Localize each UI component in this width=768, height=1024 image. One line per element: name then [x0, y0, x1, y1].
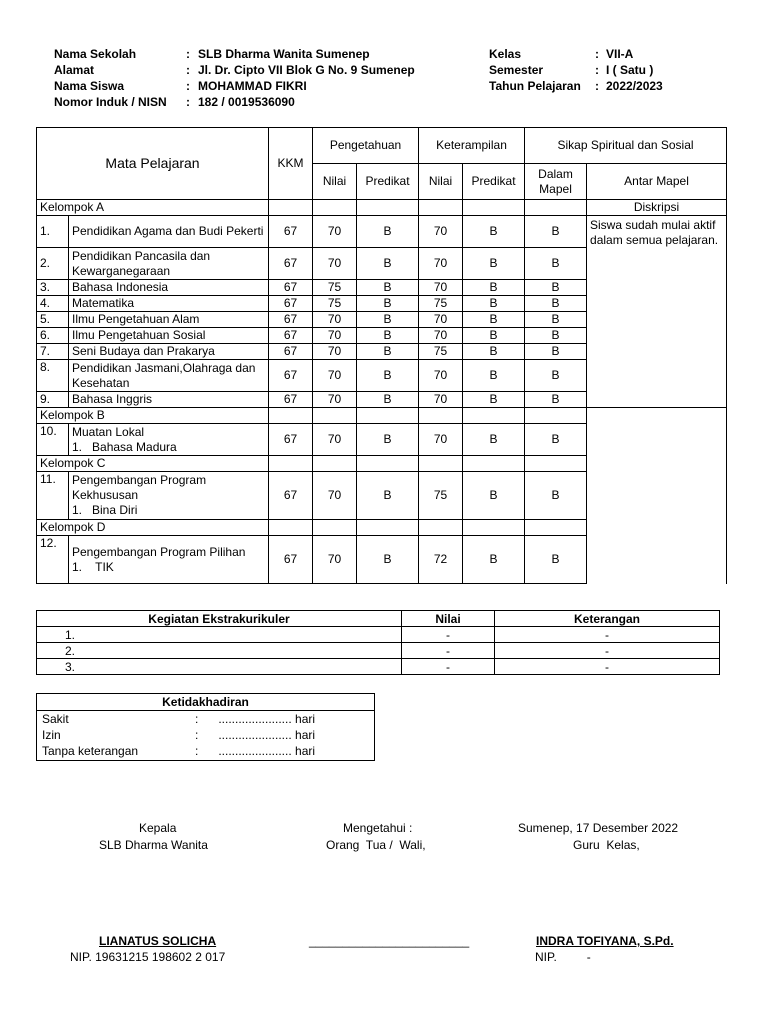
knowledge-predicate: B — [357, 536, 419, 584]
header-skills-predicate: Predikat — [463, 164, 525, 200]
subject-name: Pendidikan Pancasila dan Kewarganegaraan — [69, 248, 269, 280]
knowledge-score: 75 — [313, 280, 357, 296]
header-label-student: Nama Siswa — [54, 79, 125, 93]
group-label-c: Kelompok C — [37, 456, 269, 472]
attitude-in-subject: B — [525, 536, 587, 584]
subject-name-main: Pengembangan Program Pilihan — [72, 544, 246, 559]
header-skills-score: Nilai — [419, 164, 463, 200]
header-label-year: Tahun Pelajaran — [489, 79, 581, 93]
header-label-address: Alamat — [54, 63, 95, 77]
skills-score: 70 — [419, 392, 463, 408]
row-number: 9. — [37, 392, 69, 408]
row-number: 4. — [37, 296, 69, 312]
skills-predicate: B — [463, 328, 525, 344]
kkm-value: 67 — [269, 344, 313, 360]
kkm-value: 67 — [269, 328, 313, 344]
skills-score: 70 — [419, 280, 463, 296]
subject-name-main: Pengembangan Program Kekhususan — [72, 473, 207, 502]
extra-header-score: Nilai — [402, 611, 495, 627]
header-value-school: SLB Dharma Wanita Sumenep — [198, 47, 370, 61]
header-value-year: 2022/2023 — [606, 79, 663, 93]
subject-name: Pendidikan Agama dan Budi Pekerti — [69, 216, 269, 248]
knowledge-predicate: B — [357, 424, 419, 456]
knowledge-predicate: B — [357, 312, 419, 328]
skills-score: 70 — [419, 424, 463, 456]
subject-name: Ilmu Pengetahuan Sosial — [69, 328, 269, 344]
subject-name — [69, 472, 269, 520]
header-subject: Mata Pelajaran — [37, 128, 269, 200]
skills-predicate: B — [463, 312, 525, 328]
row-number: 11. — [37, 472, 69, 520]
absence-value-permit: : ...................... hari — [195, 728, 316, 742]
group-label-b: Kelompok B — [37, 408, 269, 424]
header-colon: : — [186, 63, 190, 77]
skills-score: 70 — [419, 248, 463, 280]
group-label-a: Kelompok A — [37, 200, 269, 216]
kkm-value: 67 — [269, 280, 313, 296]
skills-predicate: B — [463, 472, 525, 520]
subject-name-sub: 1. TIK — [72, 559, 114, 574]
parent-title: Mengetahui : — [343, 821, 413, 835]
row-number: 10. — [37, 424, 69, 456]
header-value-address: Jl. Dr. Cipto VII Blok G No. 9 Sumenep — [198, 63, 415, 77]
parent-subtitle: Orang Tua / Wali, — [326, 838, 426, 852]
teacher-nip: NIP. - — [535, 950, 591, 964]
header-knowledge-score: Nilai — [313, 164, 357, 200]
extra-row-number: 2. — [37, 643, 402, 659]
attitude-in-subject: B — [525, 296, 587, 312]
extra-score: - — [402, 643, 495, 659]
skills-predicate: B — [463, 344, 525, 360]
knowledge-score: 75 — [313, 296, 357, 312]
knowledge-predicate: B — [357, 280, 419, 296]
header-colon: : — [186, 79, 190, 93]
knowledge-score: 70 — [313, 344, 357, 360]
attitude-in-subject: B — [525, 360, 587, 392]
header-value-nisn: 182 / 0019536090 — [198, 95, 295, 109]
subject-name: Pendidikan Jasmani,Olahraga dan Kesehatan — [69, 360, 269, 392]
group-label-d: Kelompok D — [37, 520, 269, 536]
row-number: 12. — [37, 536, 69, 584]
skills-score: 70 — [419, 360, 463, 392]
principal-nip: NIP. 19631215 198602 2 017 — [70, 950, 226, 964]
absence-title: Ketidakhadiran — [37, 694, 374, 711]
knowledge-predicate: B — [357, 472, 419, 520]
knowledge-score: 70 — [313, 328, 357, 344]
kkm-value: 67 — [269, 248, 313, 280]
knowledge-predicate: B — [357, 248, 419, 280]
row-number: 7. — [37, 344, 69, 360]
knowledge-score: 70 — [313, 424, 357, 456]
place-date: Sumenep, 17 Desember 2022 — [518, 821, 679, 835]
skills-predicate: B — [463, 216, 525, 248]
extra-score: - — [402, 627, 495, 643]
knowledge-score: 70 — [313, 312, 357, 328]
attitude-in-subject: B — [525, 312, 587, 328]
extracurricular-table — [36, 610, 720, 675]
attitude-in-subject: B — [525, 216, 587, 248]
knowledge-predicate: B — [357, 216, 419, 248]
absence-label-permit: Izin — [42, 728, 61, 742]
teacher-name: INDRA TOFIYANA, S.Pd. — [536, 934, 674, 948]
kkm-value: 67 — [269, 296, 313, 312]
kkm-value: 67 — [269, 392, 313, 408]
header-between-subject: Antar Mapel — [587, 164, 727, 200]
absence-box — [36, 693, 375, 761]
absence-value-unexcused: : ...................... hari — [195, 744, 316, 758]
attitude-in-subject: B — [525, 424, 587, 456]
kkm-value: 67 — [269, 472, 313, 520]
skills-predicate: B — [463, 392, 525, 408]
extra-header-activity: Kegiatan Ekstrakurikuler — [37, 611, 402, 627]
header-colon: : — [186, 95, 190, 109]
attitude-in-subject: B — [525, 344, 587, 360]
subject-name-sub: 1. Bahasa Madura — [72, 439, 177, 454]
principal-title: Kepala — [139, 821, 177, 835]
knowledge-score: 70 — [313, 536, 357, 584]
extra-header-note: Keterangan — [495, 611, 720, 627]
description-label: Diskripsi — [587, 200, 727, 216]
row-number: 1. — [37, 216, 69, 248]
knowledge-predicate: B — [357, 344, 419, 360]
attitude-in-subject: B — [525, 248, 587, 280]
row-number: 8. — [37, 360, 69, 392]
skills-predicate: B — [463, 536, 525, 584]
kkm-value: 67 — [269, 536, 313, 584]
knowledge-score: 70 — [313, 248, 357, 280]
knowledge-predicate: B — [357, 328, 419, 344]
kkm-value: 67 — [269, 312, 313, 328]
subject-name: Bahasa Indonesia — [69, 280, 269, 296]
extra-note: - — [495, 643, 720, 659]
skills-score: 75 — [419, 344, 463, 360]
skills-predicate: B — [463, 280, 525, 296]
header-in-subject: Dalam Mapel — [525, 164, 587, 200]
knowledge-score: 70 — [313, 392, 357, 408]
knowledge-predicate: B — [357, 360, 419, 392]
row-number: 6. — [37, 328, 69, 344]
attitude-in-subject: B — [525, 280, 587, 296]
principal-name: LIANATUS SOLICHA — [99, 934, 217, 948]
extra-note: - — [495, 659, 720, 675]
skills-score: 70 — [419, 328, 463, 344]
attitude-description: Siswa sudah mulai aktif dalam semua pelajaran. — [587, 216, 727, 408]
subject-name-sub: 1. Bina Diri — [72, 503, 138, 517]
subject-name: Matematika — [69, 296, 269, 312]
header-kkm: KKM — [269, 128, 313, 200]
knowledge-score: 70 — [313, 216, 357, 248]
skills-score: 72 — [419, 536, 463, 584]
subject-name — [69, 424, 269, 456]
skills-score: 75 — [419, 472, 463, 520]
header-colon: : — [595, 79, 599, 93]
row-number: 3. — [37, 280, 69, 296]
subject-name — [69, 536, 269, 584]
attitude-in-subject: B — [525, 472, 587, 520]
absence-label-unexcused: Tanpa keterangan — [42, 744, 139, 758]
header-label-nisn: Nomor Induk / NISN — [54, 95, 167, 109]
header-colon: : — [595, 63, 599, 77]
extra-note: - — [495, 627, 720, 643]
header-knowledge-predicate: Predikat — [357, 164, 419, 200]
header-knowledge: Pengetahuan — [313, 128, 419, 164]
subject-name: Ilmu Pengetahuan Alam — [69, 312, 269, 328]
skills-score: 75 — [419, 296, 463, 312]
row-number: 2. — [37, 248, 69, 280]
subject-name: Bahasa Inggris — [69, 392, 269, 408]
extra-row-number: 1. — [37, 627, 402, 643]
skills-predicate: B — [463, 296, 525, 312]
knowledge-score: 70 — [313, 360, 357, 392]
header-value-class: VII-A — [606, 47, 634, 61]
header-value-student: MOHAMMAD FIKRI — [198, 79, 307, 93]
header-colon: : — [186, 47, 190, 61]
subject-name: Seni Budaya dan Prakarya — [69, 344, 269, 360]
teacher-title: Guru Kelas, — [573, 838, 640, 852]
header-attitude: Sikap Spiritual dan Sosial — [525, 128, 727, 164]
absence-value-sick: : ...................... hari — [195, 712, 316, 726]
skills-predicate: B — [463, 360, 525, 392]
header-skills: Keterampilan — [419, 128, 525, 164]
header-label-class: Kelas — [489, 47, 522, 61]
principal-school: SLB Dharma Wanita — [99, 838, 208, 852]
knowledge-predicate: B — [357, 296, 419, 312]
absence-label-sick: Sakit — [42, 712, 69, 726]
header-colon: : — [595, 47, 599, 61]
header-value-semester: I ( Satu ) — [606, 63, 654, 77]
kkm-value: 67 — [269, 424, 313, 456]
extra-row-number: 3. — [37, 659, 402, 675]
attitude-in-subject: B — [525, 328, 587, 344]
knowledge-score: 70 — [313, 472, 357, 520]
skills-predicate: B — [463, 248, 525, 280]
subject-name-main: Muatan Lokal — [72, 424, 145, 439]
attitude-in-subject: B — [525, 392, 587, 408]
skills-score: 70 — [419, 312, 463, 328]
header-label-semester: Semester — [489, 63, 544, 77]
row-number: 5. — [37, 312, 69, 328]
header-label-school: Nama Sekolah — [54, 47, 137, 61]
kkm-value: 67 — [269, 360, 313, 392]
kkm-value: 67 — [269, 216, 313, 248]
knowledge-predicate: B — [357, 392, 419, 408]
extra-score: - — [402, 659, 495, 675]
skills-predicate: B — [463, 424, 525, 456]
skills-score: 70 — [419, 216, 463, 248]
parent-signature-line: ________________________ — [309, 934, 470, 948]
grades-table — [36, 127, 727, 584]
